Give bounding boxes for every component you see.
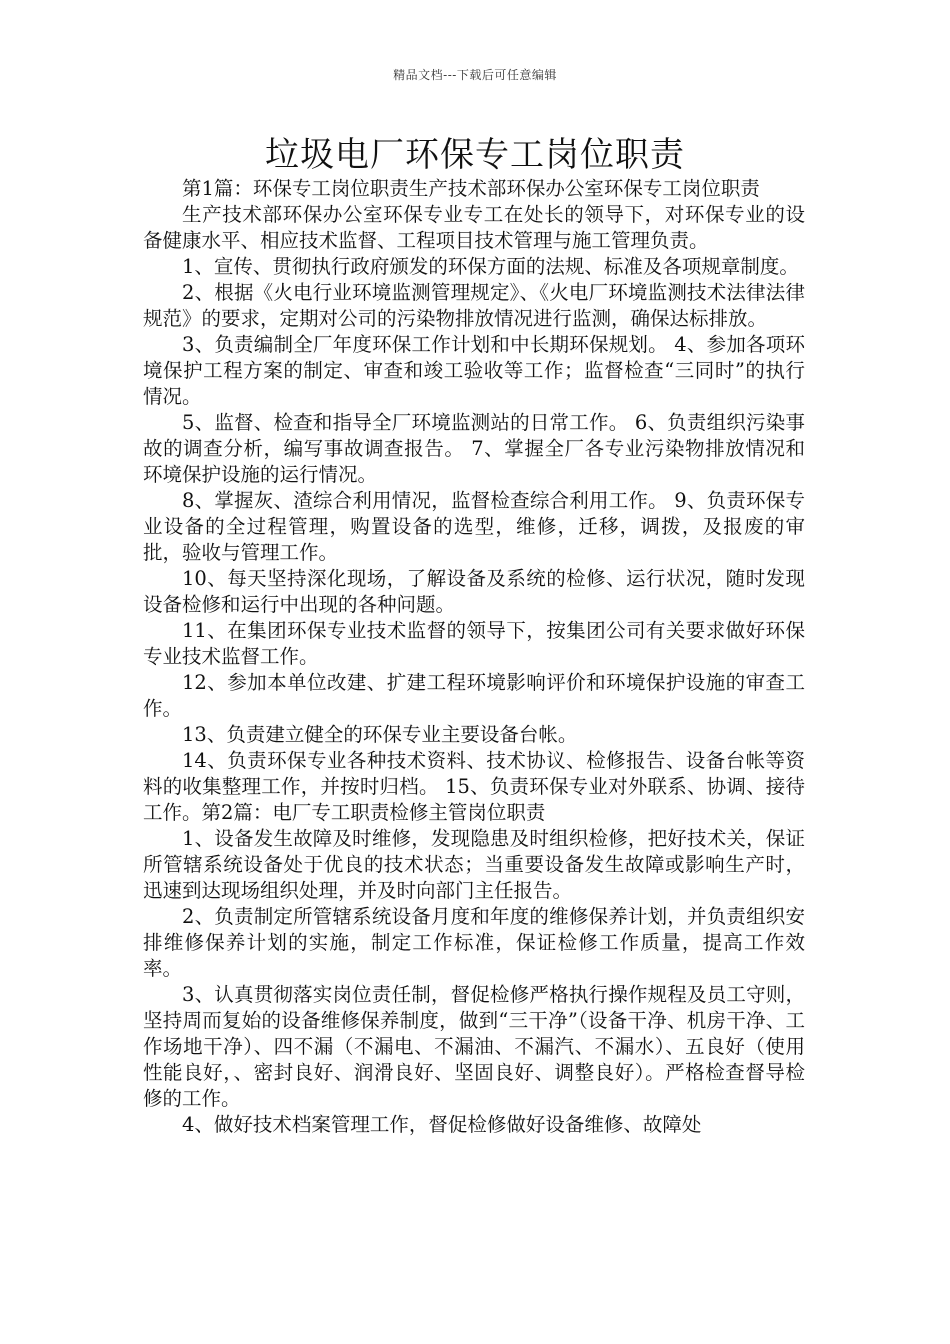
paragraph: 11、在集团环保专业技术监督的领导下，按集团公司有关要求做好环保专业技术监督工作。 (143, 619, 805, 668)
paragraph: 10、每天坚持深化现场，了解设备及系统的检修、运行状况，随时发现设备检修和运行中出现的各种问题。 (143, 567, 805, 616)
paragraph: 12、参加本单位改建、扩建工程环境影响评价和环境保护设施的审查工作。 (143, 671, 805, 720)
paragraph: 1、设备发生故障及时维修，发现隐患及时组织检修，把好技术关，保证所管辖系统设备处于优良的技术状态；当重要设备发生故障或影响生产时，迅速到达现场组织处理，并及时向部门主任报告。 (143, 827, 805, 902)
document-body (143, 176, 805, 1138)
paragraph: 3、认真贯彻落实岗位责任制，督促检修严格执行操作规程及员工守则，坚持周而复始的设备维修保养制度，做到“三干净”（设备干净、机房干净、工作场地干净）、四不漏（不漏电、不漏油、不漏汽、不漏水）、五良好（使用性能良好，、密封良好、润滑良好、坚固良好、调整良好）。严格检查督导检修的工作。 (143, 983, 805, 1110)
paragraph: 13、负责建立健全的环保专业主要设备台帐。 (182, 723, 578, 746)
paragraph: 3、负责编制全厂年度环保工作计划和中长期环保规划。 4、参加各项环境保护工程方案的制定、审查和竣工验收等工作；监督检查“三同时”的执行情况。 (143, 333, 805, 408)
document-title: 垃圾电厂环保专工岗位职责 (265, 135, 685, 175)
paragraph: 14、负责环保专业各种技术资料、技术协议、检修报告、设备台帐等资料的收集整理工作，并按时归档。 15、负责环保专业对外联系、协调、接待工作。第2篇：电厂专工职责检修主管岗位职责 (143, 749, 805, 824)
paragraph: 生产技术部环保办公室环保专业专工在处长的领导下，对环保专业的设备健康水平、相应技术监督、工程项目技术管理与施工管理负责。 (143, 203, 805, 252)
paragraph: 第1篇：环保专工岗位职责生产技术部环保办公室环保专工岗位职责 (182, 177, 760, 200)
paragraph: 2、负责制定所管辖系统设备月度和年度的维修保养计划，并负责组织安排维修保养计划的实施，制定工作标准，保证检修工作质量，提高工作效率。 (143, 905, 805, 980)
paragraph: 8、掌握灰、渣综合利用情况，监督检查综合利用工作。 9、负责环保专业设备的全过程管理，购置设备的选型，维修，迁移，调拨，及报废的审批，验收与管理工作。 (143, 489, 805, 564)
paragraph: 4、做好技术档案管理工作，督促检修做好设备维修、故障处 (182, 1113, 702, 1136)
header-note: 精品文档---下载后可任意编辑 (393, 68, 557, 82)
paragraph: 5、监督、检查和指导全厂环境监测站的日常工作。 6、负责组织污染事故的调查分析，编写事故调查报告。 7、掌握全厂各专业污染物排放情况和环境保护设施的运行情况。 (143, 411, 805, 486)
paragraph: 1、宣传、贯彻执行政府颁发的环保方面的法规、标准及各项规章制度。 (182, 255, 799, 278)
paragraph: 2、根据《火电行业环境监测管理规定》、《火电厂环境监测技术法律法律规范》的要求，定期对公司的污染物排放情况进行监测，确保达标排放。 (143, 281, 805, 330)
